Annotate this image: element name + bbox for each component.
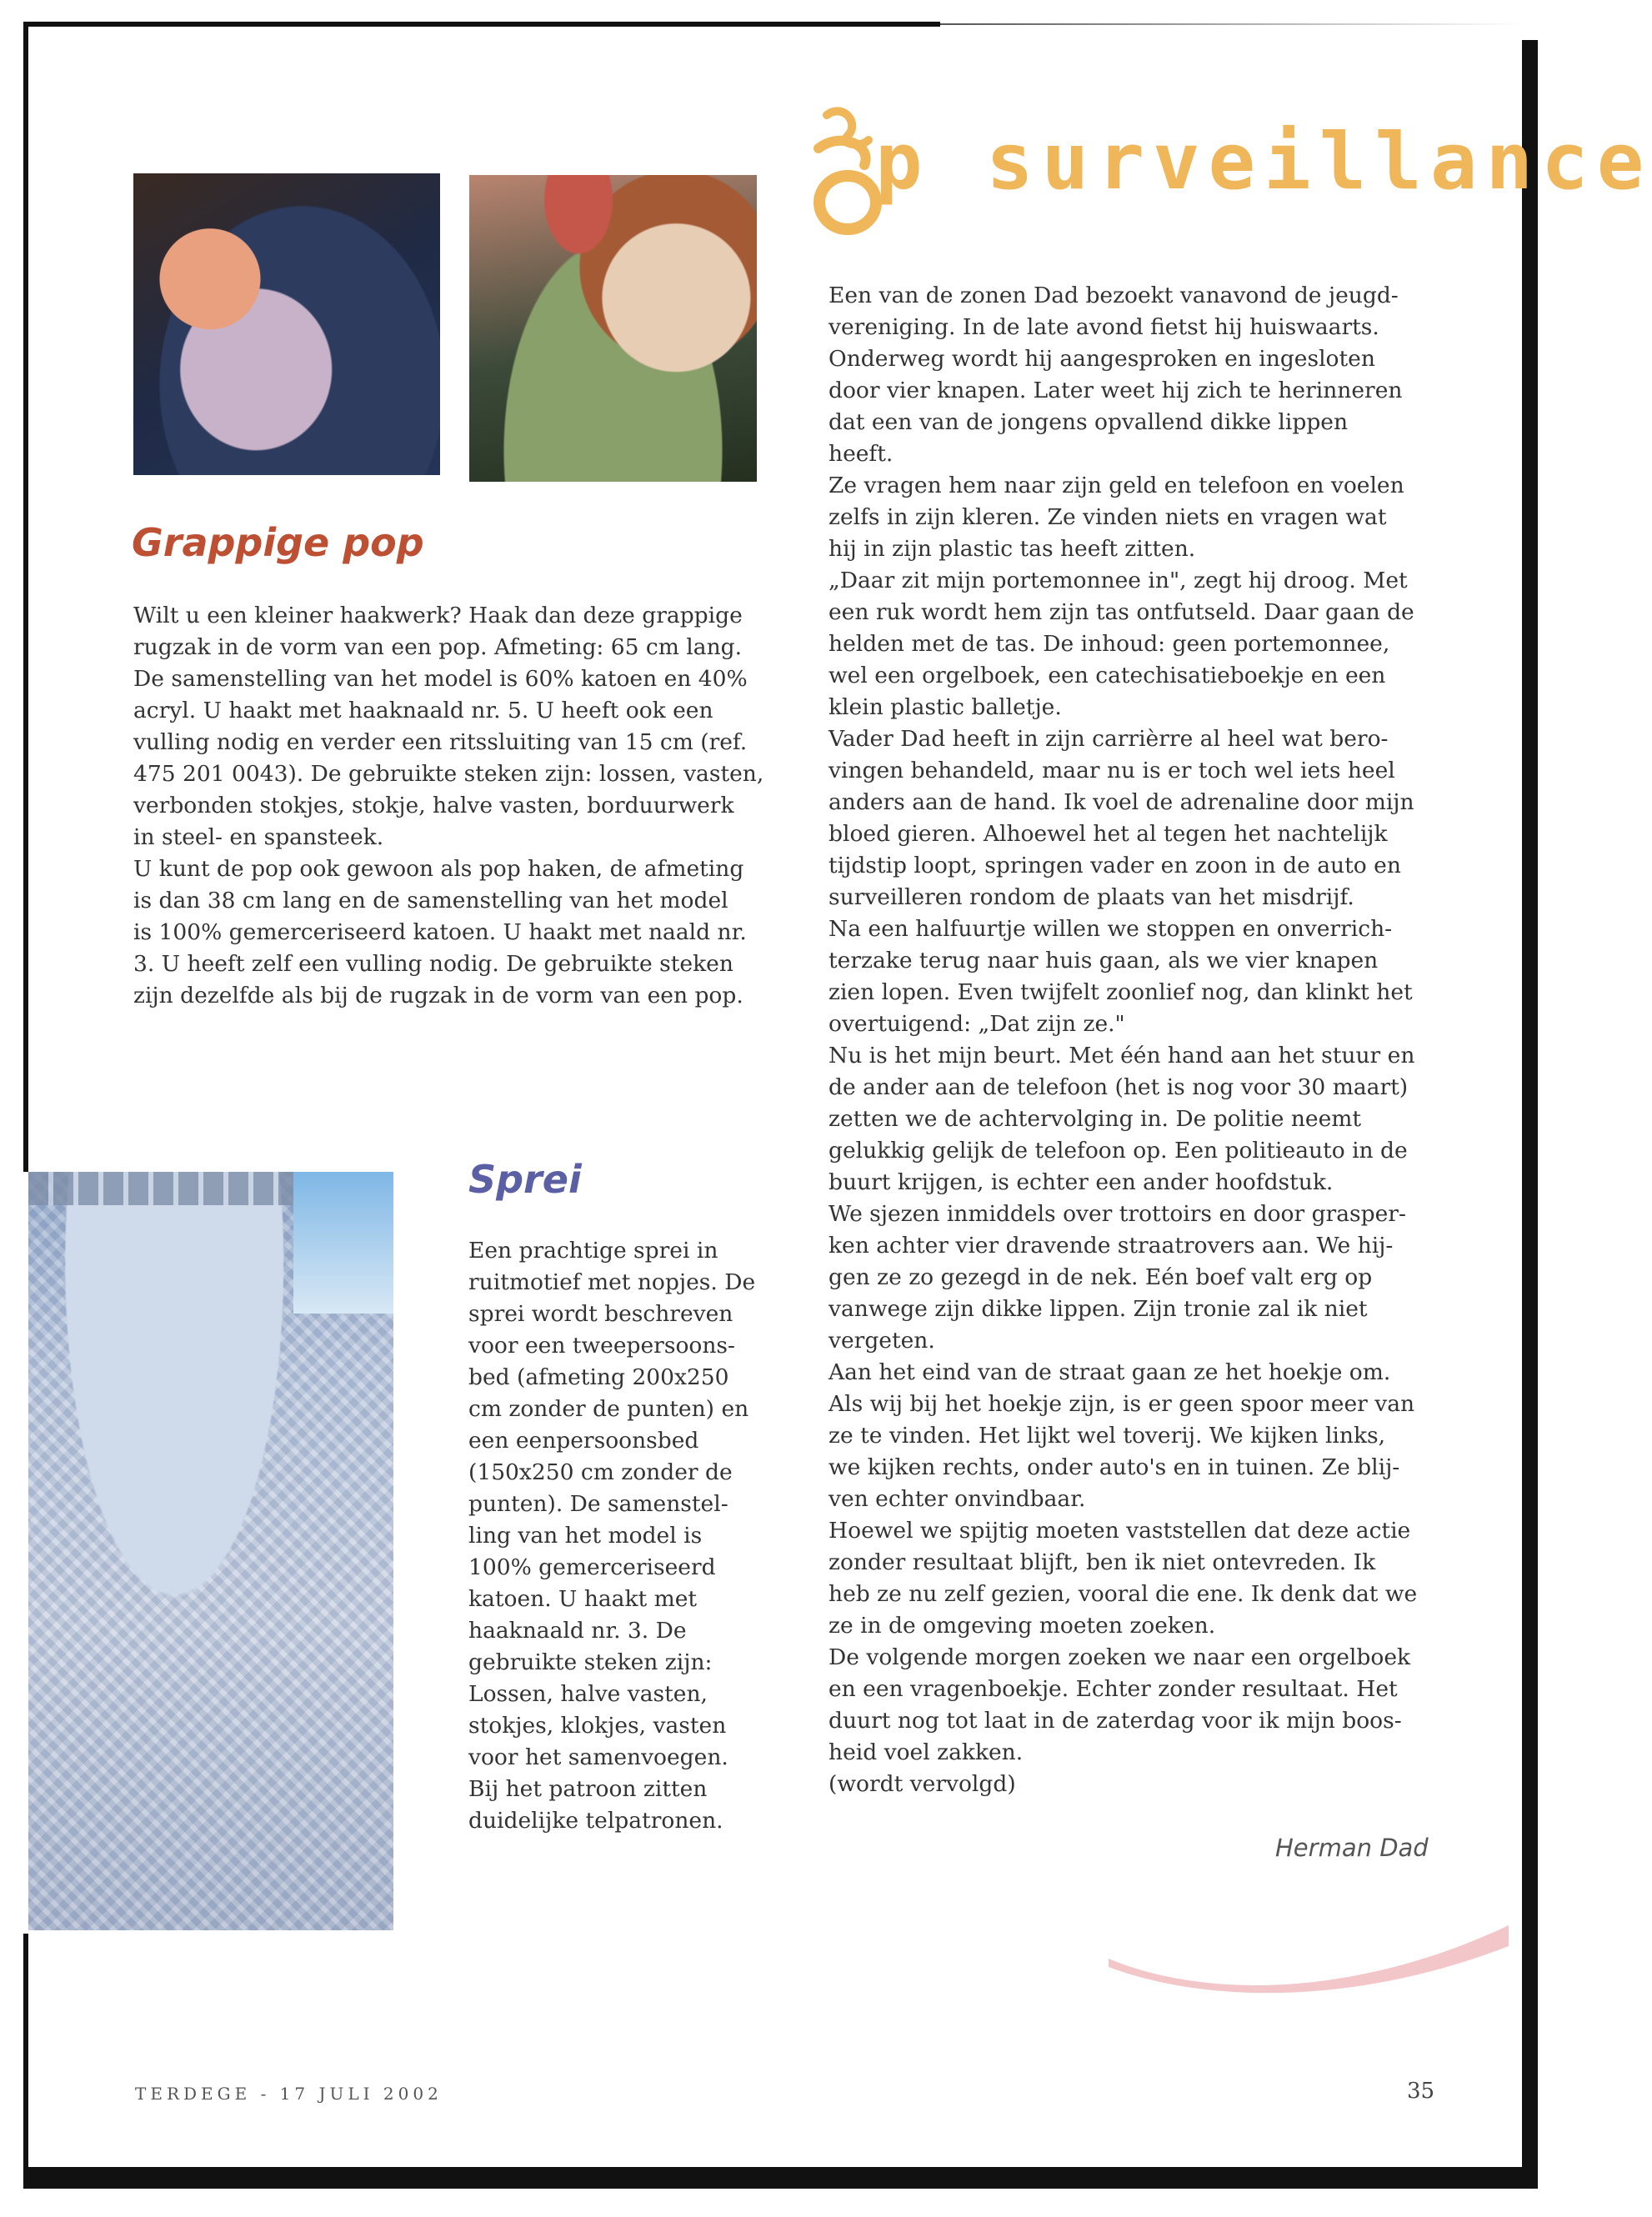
sprei-text-line: voor het samenvoegen. bbox=[468, 1744, 728, 1770]
story-text-line: heb ze nu zelf gezien, vooral die ene. Ik denk dat we bbox=[829, 1581, 1418, 1607]
story-text-line: vingen behandeld, maar nu is er toch wel iets heel bbox=[829, 758, 1395, 783]
story-text-line: tijdstip loopt, springen vader en zoon in de auto en bbox=[829, 853, 1401, 878]
sprei-text-line: stokjes, klokjes, vasten bbox=[468, 1713, 727, 1739]
story-text-line: Vader Dad heeft in zijn carrièrre al heel wat bero- bbox=[829, 726, 1389, 752]
story-text-line: Hoewel we spijtig moeten vaststellen dat deze actie bbox=[829, 1518, 1411, 1544]
story-text-line: ken achter vier dravende straatrovers aan. We hij- bbox=[829, 1233, 1394, 1259]
story-text-line: „Daar zit mijn portemonnee in", zegt hij droog. Met bbox=[829, 568, 1408, 593]
pop-text-line: U kunt de pop ook gewoon als pop haken, de afmeting bbox=[133, 856, 744, 882]
page-border-top-fade bbox=[940, 23, 1524, 25]
sprei-text-line: gebruikte steken zijn: bbox=[468, 1649, 713, 1675]
story-text-line: een ruk wordt hem zijn tas ontfutseld. Daar gaan de bbox=[829, 599, 1414, 625]
story-text-line: helden met de tas. De inhoud: geen portemonnee, bbox=[829, 631, 1390, 657]
story-text-line: We sjezen inmiddels over trottoirs en door grasper- bbox=[829, 1201, 1406, 1227]
pop-text-line: rugzak in de vorm van een pop. Afmeting: 65 cm lang. bbox=[133, 634, 743, 660]
sprei-text-line: katoen. U haakt met bbox=[468, 1586, 698, 1612]
pop-heading: Grappige pop bbox=[132, 520, 424, 565]
story-text-line: gelukkig gelijk de telefoon op. Een politieauto in de bbox=[829, 1138, 1408, 1164]
story-text-line: Nu is het mijn beurt. Met één hand aan het stuur en bbox=[829, 1043, 1415, 1068]
pop-text-line: verbonden stokjes, stokje, halve vasten, borduurwerk bbox=[133, 793, 734, 818]
footer-publication: TERDEGE - 17 JULI 2002 bbox=[135, 2084, 443, 2104]
bedspread-photo bbox=[28, 1172, 393, 1930]
story-text-line: dat een van de jongens opvallend dikke lippen bbox=[829, 409, 1349, 435]
story-text-line: wel een orgelboek, een catechisatieboekje en een bbox=[829, 663, 1386, 688]
pop-text-line: is dan 38 cm lang en de samenstelling van het model bbox=[133, 888, 728, 913]
story-text-line: klein plastic balletje. bbox=[829, 694, 1062, 720]
sprei-text-line: ling van het model is bbox=[468, 1523, 703, 1549]
sprei-text-line: duidelijke telpatronen. bbox=[468, 1808, 723, 1834]
pop-text-line: zijn dezelfde als bij de rugzak in de vorm van een pop. bbox=[133, 983, 743, 1008]
story-text-line: buurt krijgen, is echter een ander hoofdstuk. bbox=[829, 1169, 1334, 1195]
page-border-bottom bbox=[23, 2167, 1538, 2189]
doll-photo-child-holding-doll bbox=[133, 173, 440, 475]
story-text-line: De volgende morgen zoeken we naar een orgelboek bbox=[829, 1644, 1411, 1670]
footer-page-number: 35 bbox=[1407, 2079, 1435, 2104]
story-text-line: Onderweg wordt hij aangesproken en ingesloten bbox=[829, 346, 1375, 372]
story-text-line: zonder resultaat blijft, ben ik niet ontevreden. Ik bbox=[829, 1549, 1376, 1575]
sprei-text-line: cm zonder de punten) en bbox=[468, 1396, 749, 1422]
sprei-text-line: Lossen, halve vasten, bbox=[468, 1681, 708, 1707]
story-text-line: zelfs in zijn kleren. Ze vinden niets en vragen wat bbox=[829, 504, 1387, 530]
pop-text-line: vulling nodig en verder een ritssluiting van 15 cm (ref. bbox=[133, 729, 748, 755]
sprei-text-line: sprei wordt beschreven bbox=[468, 1301, 733, 1327]
story-text-line: Na een halfuurtje willen we stoppen en onverrich- bbox=[829, 916, 1393, 942]
story-text-line: zetten we de achtervolging in. De politie neemt bbox=[829, 1106, 1362, 1132]
bedroom-window bbox=[293, 1172, 393, 1314]
sprei-text-line: (150x250 cm zonder de bbox=[468, 1459, 733, 1485]
story-text-line: anders aan de hand. Ik voel de adrenaline door mijn bbox=[829, 789, 1414, 815]
story-text-line: vereniging. In de late avond fietst hij huiswaarts. bbox=[829, 314, 1379, 340]
pop-text-line: 3. U heeft zelf een vulling nodig. De gebruikte steken bbox=[133, 951, 733, 977]
story-text-line: surveilleren rondom de plaats van het misdrijf. bbox=[829, 884, 1354, 910]
sprei-text-line: 100% gemerceriseerd bbox=[468, 1554, 716, 1580]
story-text-line: de ander aan de telefoon (het is nog voor 30 maart) bbox=[829, 1074, 1409, 1100]
story-text-line: vanwege zijn dikke lippen. Zijn tronie zal ik niet bbox=[829, 1296, 1368, 1322]
story-text-line: ven echter onvindbaar. bbox=[829, 1486, 1086, 1512]
sprei-text-line: punten). De samenstel- bbox=[468, 1491, 728, 1517]
page-border-left bbox=[23, 22, 28, 1172]
sprei-text-line: een eenpersoonsbed bbox=[468, 1428, 699, 1454]
story-text-line: Aan het eind van de straat gaan ze het hoekje om. bbox=[829, 1359, 1391, 1385]
story-text-line: terzake terug naar huis gaan, als we vier knapen bbox=[829, 948, 1379, 973]
decorative-swoosh bbox=[1109, 1917, 1509, 2009]
story-body bbox=[829, 280, 1487, 1800]
story-text-line: vergeten. bbox=[829, 1328, 935, 1354]
article-title: p surveillance bbox=[875, 117, 1652, 208]
sprei-body bbox=[468, 1235, 785, 1837]
sprei-heading: Sprei bbox=[468, 1157, 582, 1202]
pop-text-line: De samenstelling van het model is 60% katoen en 40% bbox=[133, 666, 748, 692]
story-text-line: hij in zijn plastic tas heeft zitten. bbox=[829, 536, 1196, 562]
story-text-line: heeft. bbox=[829, 441, 894, 467]
sprei-text-line: voor een tweepersoons- bbox=[468, 1333, 735, 1359]
story-text-line: (wordt vervolgd) bbox=[829, 1771, 1016, 1797]
story-text-line: overtuigend: „Dat zijn ze." bbox=[829, 1011, 1125, 1037]
sprei-text-line: bed (afmeting 200x250 bbox=[468, 1364, 729, 1390]
story-text-line: Als wij bij het hoekje zijn, is er geen spoor meer van bbox=[829, 1391, 1415, 1417]
sprei-text-line: haaknaald nr. 3. De bbox=[468, 1618, 687, 1644]
sprei-text-line: Bij het patroon zitten bbox=[468, 1776, 708, 1802]
story-text-line: gen ze zo gezegd in de nek. Eén boef valt erg op bbox=[829, 1264, 1373, 1290]
page-border-top bbox=[23, 22, 940, 27]
pop-text-line: is 100% gemerceriseerd katoen. U haakt met naald nr. bbox=[133, 919, 747, 945]
story-text-line: ze in de omgeving moeten zoeken. bbox=[829, 1613, 1216, 1639]
story-author: Herman Dad bbox=[1275, 1834, 1429, 1862]
story-text-line: Een van de zonen Dad bezoekt vanavond de jeugd- bbox=[829, 283, 1399, 308]
story-text-line: heid voel zakken. bbox=[829, 1739, 1024, 1765]
page-border-right bbox=[1522, 40, 1538, 2174]
doll-photo-smiling-child bbox=[469, 175, 757, 482]
pop-body bbox=[133, 600, 767, 1012]
sprei-text-line: ruitmotief met nopjes. De bbox=[468, 1269, 756, 1295]
story-text-line: door vier knapen. Later weet hij zich te herinneren bbox=[829, 378, 1403, 403]
pop-text-line: acryl. U haakt met haaknaald nr. 5. U heeft ook een bbox=[133, 698, 713, 723]
story-text-line: en een vragenboekje. Echter zonder resultaat. Het bbox=[829, 1676, 1398, 1702]
story-text-line: duurt nog tot laat in de zaterdag voor ik mijn boos- bbox=[829, 1708, 1402, 1734]
pop-text-line: 475 201 0043). De gebruikte steken zijn: lossen, vasten, bbox=[133, 761, 764, 787]
sprei-text-line: Een prachtige sprei in bbox=[468, 1238, 718, 1264]
story-text-line: ze te vinden. Het lijkt wel toverij. We kijken links, bbox=[829, 1423, 1386, 1449]
story-text-line: zien lopen. Even twijfelt zoonlief nog, dan klinkt het bbox=[829, 979, 1413, 1005]
story-text-line: Ze vragen hem naar zijn geld en telefoon en voelen bbox=[829, 473, 1404, 498]
page-border-left-lower bbox=[23, 1934, 28, 2184]
pop-text-line: Wilt u een kleiner haakwerk? Haak dan deze grappige bbox=[133, 603, 743, 628]
pop-text-line: in steel- en spansteek. bbox=[133, 824, 384, 850]
story-text-line: bloed gieren. Alhoewel het al tegen het nachtelijk bbox=[829, 821, 1388, 847]
story-text-line: we kijken rechts, onder auto's en in tuinen. Ze blij- bbox=[829, 1454, 1400, 1480]
